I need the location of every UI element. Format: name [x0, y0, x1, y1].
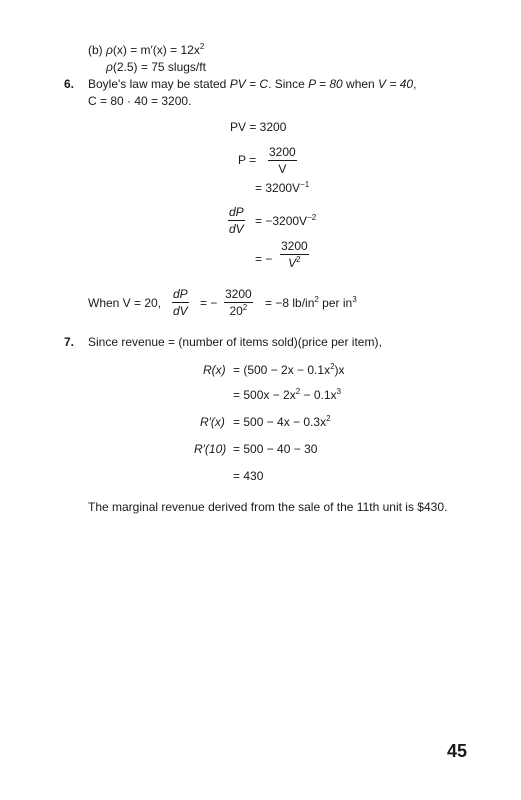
- marginal-revenue-rhs: = $500 - 4x - 0.3x^2$: [233, 414, 331, 429]
- fraction-3200-over-v-squared: $\frac{3200}{V^2}$: [281, 239, 308, 270]
- problem-6-statement-line-1: Boyle's law may be stated PV = C. Since P = 80 when V = 40,: [88, 77, 417, 91]
- marginal-revenue-result: = 430: [233, 469, 264, 483]
- fraction-dp-dv-2: $\frac{dP}{dV}$: [173, 287, 188, 318]
- marginal-revenue-lhs: R′(x): [200, 415, 225, 429]
- part-b-line-1: (b) $\rho(x) = m'(x) = 12x^2$: [88, 42, 205, 57]
- marginal-revenue-10-rhs: = 500 − 40 − 30: [233, 442, 318, 456]
- rate-result: = −8 $lb/in^2$ per $in^3$: [265, 295, 357, 310]
- equation-pv: PV = 3200: [230, 120, 287, 134]
- equation-3200v-inverse: = $3200V^{-1}$: [255, 180, 310, 195]
- when-v-20-label: When V = 20,: [88, 296, 162, 310]
- problem-7-number: 7.: [64, 335, 75, 349]
- density-function: (x) = m′(x) = 12x: [112, 43, 200, 57]
- page-number: 45: [447, 741, 468, 761]
- part-b-line-2: ρ(2.5) = 75 slugs/ft: [106, 60, 206, 74]
- part-b-label: (b): [88, 43, 103, 57]
- problem-6-number: 6.: [64, 77, 75, 91]
- equation-minus: = −: [255, 252, 273, 266]
- problem-6-statement-line-2: C = 80 · 40 = 3200.: [88, 94, 192, 108]
- rho-symbol: ρ: [106, 43, 113, 57]
- problem-7-intro: Since revenue = (number of items sold)(price per item),: [88, 335, 382, 349]
- fraction-dp-dv: $\frac{dP}{dV}$: [229, 205, 244, 236]
- revenue-lhs: R(x): [203, 363, 226, 377]
- derivative-result: = $-3200V^{-2}$: [255, 213, 317, 228]
- conclusion-text: The marginal revenue derived from the sale of the 11th unit is $430.: [88, 500, 448, 514]
- equation-p-label: P =: [238, 153, 257, 167]
- marginal-revenue-10-lhs: R′(10): [194, 442, 227, 456]
- fraction-3200-over-400: $\frac{3200}{20^2}$: [225, 287, 252, 318]
- density-value: (2.5) = 75 slugs/ft: [112, 60, 206, 74]
- equals-minus: = −: [200, 296, 218, 310]
- revenue-rhs: = $(500 - 2x - 0.1x^2)x$: [233, 362, 345, 377]
- revenue-expanded: = $500x - 2x^2 - 0.1x^3$: [233, 387, 341, 402]
- fraction-3200-over-v: $\frac{3200}{V}$: [269, 145, 296, 176]
